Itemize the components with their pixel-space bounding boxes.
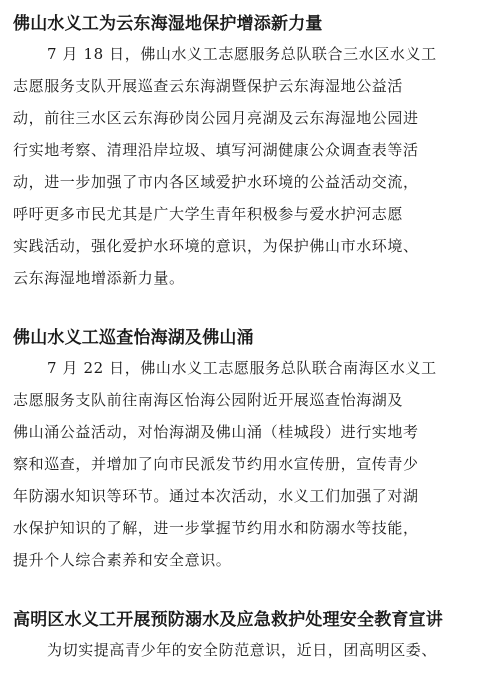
paragraph-line: 为切实提高青少年的安全防范意识，近日，团高明区委、 — [47, 641, 438, 659]
paragraph-line: 佛山涌公益活动，对怡海湖及佛山涌（桂城段）进行实地考 — [13, 423, 419, 441]
paragraph-line: 呼吁更多市民尤其是广大学生青年积极参与爱水护河志愿 — [13, 205, 404, 223]
paragraph-line: 行实地考察、清理沿岸垃圾、填写河湖健康公众调查表等活 — [13, 141, 419, 159]
paragraph-line: 7 月 18 日，佛山水义工志愿服务总队联合三水区水义工 — [47, 45, 437, 63]
paragraph-line: 水保护知识的了解，进一步掌握节约用水和防溺水等技能， — [13, 519, 419, 537]
section-2-title: 佛山水义工巡查怡海湖及佛山涌 — [13, 328, 254, 348]
section-1-paragraph — [13, 38, 481, 294]
paragraph-line: 动，进一步加强了市内各区域爱护水环境的公益活动交流， — [13, 173, 419, 191]
section-3-paragraph — [13, 634, 481, 666]
section-1-title: 佛山水义工为云东海湿地保护增添新力量 — [13, 14, 323, 34]
paragraph-line: 志愿服务支队开展巡查云东海湖暨保护云东海湿地公益活 — [13, 77, 404, 95]
paragraph-line: 动，前往三水区云东海砂岗公园月亮湖及云东海湿地公园进 — [13, 109, 419, 127]
paragraph-line: 察和巡查，并增加了向市民派发节约用水宣传册，宣传青少 — [13, 455, 419, 473]
section-2-paragraph — [13, 352, 481, 576]
paragraph-line: 年防溺水知识等环节。通过本次活动，水义工们加强了对湖 — [13, 487, 419, 505]
paragraph-line: 志愿服务支队前往南海区怡海公园附近开展巡查怡海湖及 — [13, 391, 404, 409]
paragraph-line: 实践活动，强化爱护水环境的意识，为保护佛山市水环境、 — [13, 237, 419, 255]
paragraph-line: 7 月 22 日，佛山水义工志愿服务总队联合南海区水义工 — [47, 359, 437, 377]
paragraph-line: 云东海湿地增添新力量。 — [13, 269, 185, 287]
paragraph-line: 提升个人综合素养和安全意识。 — [13, 551, 232, 569]
section-3-title: 高明区水义工开展预防溺水及应急救护处理安全教育宣讲 — [13, 610, 443, 630]
